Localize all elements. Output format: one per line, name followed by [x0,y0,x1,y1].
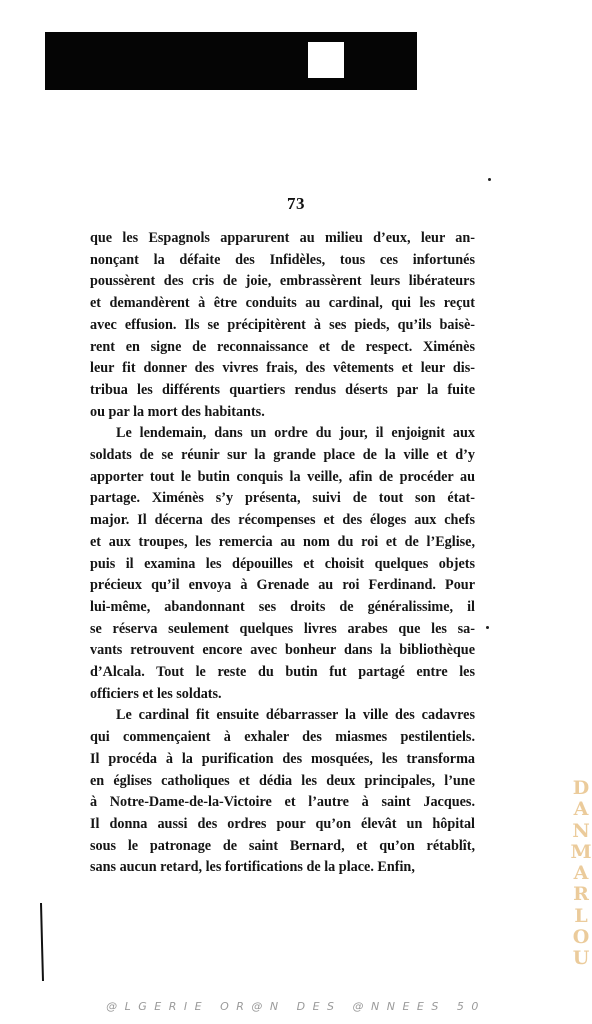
side-watermark-letter: U [572,947,590,970]
text-line: major. Il décerna des récompenses et des éloges aux chefs [90,512,475,529]
text-line: partage. Ximénès s’y présenta, suivi de tout son état- [90,490,475,507]
text-line: qui commençaient à exhaler des miasmes pestilentiels. [90,729,475,746]
side-watermark-letter: R [573,883,589,906]
ink-speck [488,178,491,181]
text-line: poussèrent des cris de joie, embrassèrent leurs libérateurs [90,273,475,290]
text-line: précieux qu’il envoya à Grenade au roi Ferdinand. Pour [90,577,475,594]
redaction-bar [45,32,417,90]
side-watermark-letter: M [570,840,592,863]
text-line: et demandèrent à être conduits au cardinal, qui les reçut [90,295,475,312]
side-watermark-letter: A [573,798,589,821]
text-line: tribua les différents quartiers rendus déserts par la fuite [90,381,475,398]
text-line: apporter tout le butin conquis la veille, afin de procéder au [90,468,475,485]
text-line: d’Alcala. Tout le reste du butin fut partagé entre les [90,664,475,681]
text-line: que les Espagnols apparurent au milieu d’eux, leur an- [90,230,475,246]
side-watermark [570,778,592,970]
text-line: se réserva seulement quelques livres arabes que les sa- [90,620,475,637]
side-watermark-letter: N [572,819,590,842]
side-watermark-letter: O [572,926,590,949]
text-line: en églises catholiques et dédia les deux principales, l’une [90,772,475,789]
body-text [90,228,475,879]
text-line: Il procéda à la purification des mosquées, les transforma [90,750,475,767]
margin-pen-stroke [40,903,44,981]
ink-speck [486,626,489,629]
text-line: Il donna aussi des ordres pour qu’on élevât un hôpital [90,815,475,832]
text-line: sous le patronage de saint Bernard, et qu’on rétablît, [90,837,475,854]
text-line: leur fit donner des vivres frais, des vêtements et leur dis- [90,360,475,377]
text-line: ou par la mort des habitants. [90,403,265,420]
text-line: et aux troupes, les remercia au nom du roi et de l’Eglise, [90,533,475,550]
side-watermark-letter: L [574,904,588,927]
text-line: Le cardinal fit ensuite débarrasser la ville des cadavres [116,707,475,724]
redaction-notch [308,42,344,78]
text-line: puis il examina les dépouilles et choisit quelques objets [90,555,475,572]
text-line: soldats de se réunir sur la grande place de la ville et d’y [90,447,475,464]
text-line: à Notre-Dame-de-la-Victoire et l’autre à saint Jacques. [90,794,475,811]
page-number: 73 [287,194,305,213]
text-line: vants retrouvent encore avec bonheur dans la bibliothèque [90,642,475,659]
text-line: lui-même, abandonnant ses droits de généralissime, il [90,598,475,615]
side-watermark-letter: A [573,862,589,885]
text-line: nonçant la défaite des Infidèles, tous ces infortunés [90,251,475,268]
text-line: rent en signe de reconnaissance et de respect. Ximénès [90,338,475,355]
text-line: officiers et les soldats. [90,685,222,702]
side-watermark-letter: D [572,777,590,799]
text-line: avec effusion. Ils se précipitèrent à ses pieds, qu’ils baisè- [90,316,475,333]
text-line: Le lendemain, dans un ordre du jour, il enjoignit aux [116,425,475,442]
text-line: sans aucun retard, les fortifications de la place. Enfin, [90,859,415,876]
bottom-watermark: @LGERIE OR@N DES @NNEES 50 [106,1000,486,1013]
